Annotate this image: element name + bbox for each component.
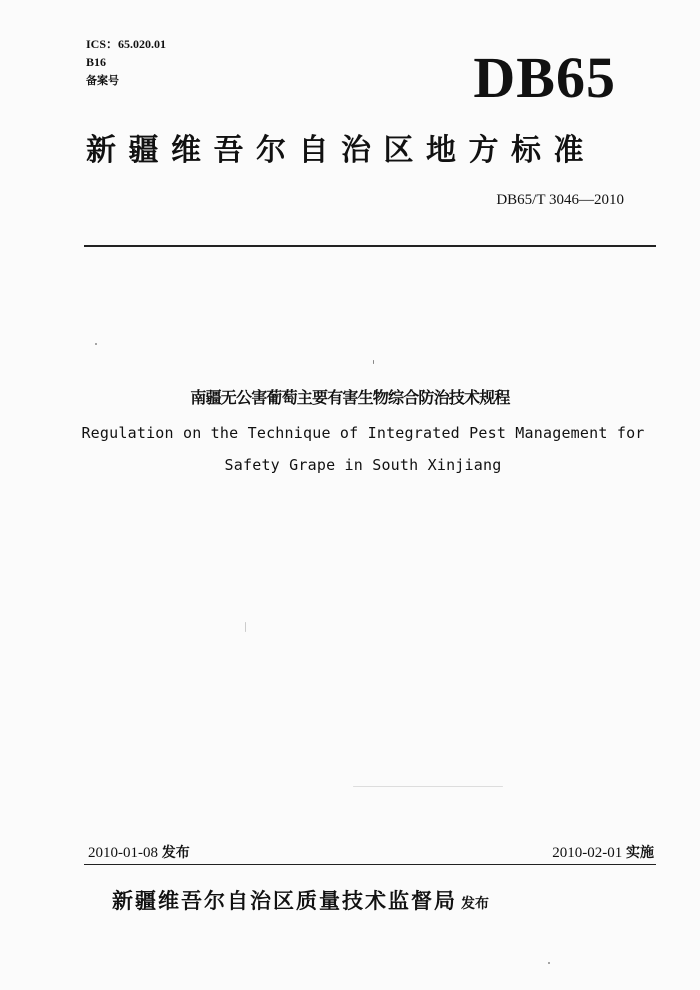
title-english-line-1: Regulation on the Technique of Integrated Pest Management for — [81, 424, 645, 442]
ccs-code: B16 — [86, 55, 107, 69]
title-english-line-2: Safety Grape in South Xinjiang — [224, 456, 502, 474]
standard-code: DB65/T 3046—2010 — [496, 192, 624, 208]
filing-number-label: 备案号 — [86, 74, 119, 87]
header-divider — [84, 245, 656, 247]
scan-speck — [373, 360, 374, 364]
implement-date — [552, 842, 654, 862]
implement-date-label: 实施 — [626, 845, 654, 861]
scan-speck — [353, 786, 503, 787]
issuer-action: 发布 — [461, 896, 489, 912]
issuing-authority — [112, 885, 489, 915]
scan-speck — [95, 343, 97, 345]
db65-logo: DB65 — [473, 45, 616, 110]
issue-date-value: 2010-01-08 — [88, 845, 158, 861]
issue-date-label: 发布 — [161, 845, 190, 861]
ics-code: ICS：65.020.01 — [86, 37, 167, 51]
implement-date-value: 2010-02-01 — [552, 845, 623, 861]
title-chinese: 南疆无公害葡萄主要有害生物综合防治技术规程 — [190, 388, 510, 407]
scan-speck — [245, 622, 246, 632]
issuer-name: 新疆维吾尔自治区质量技术监督局 — [112, 888, 457, 913]
scan-speck — [548, 962, 550, 964]
issue-date — [88, 842, 190, 862]
standard-type-title: 新疆维吾尔自治区地方标准 — [86, 133, 596, 168]
footer-divider — [84, 864, 656, 865]
